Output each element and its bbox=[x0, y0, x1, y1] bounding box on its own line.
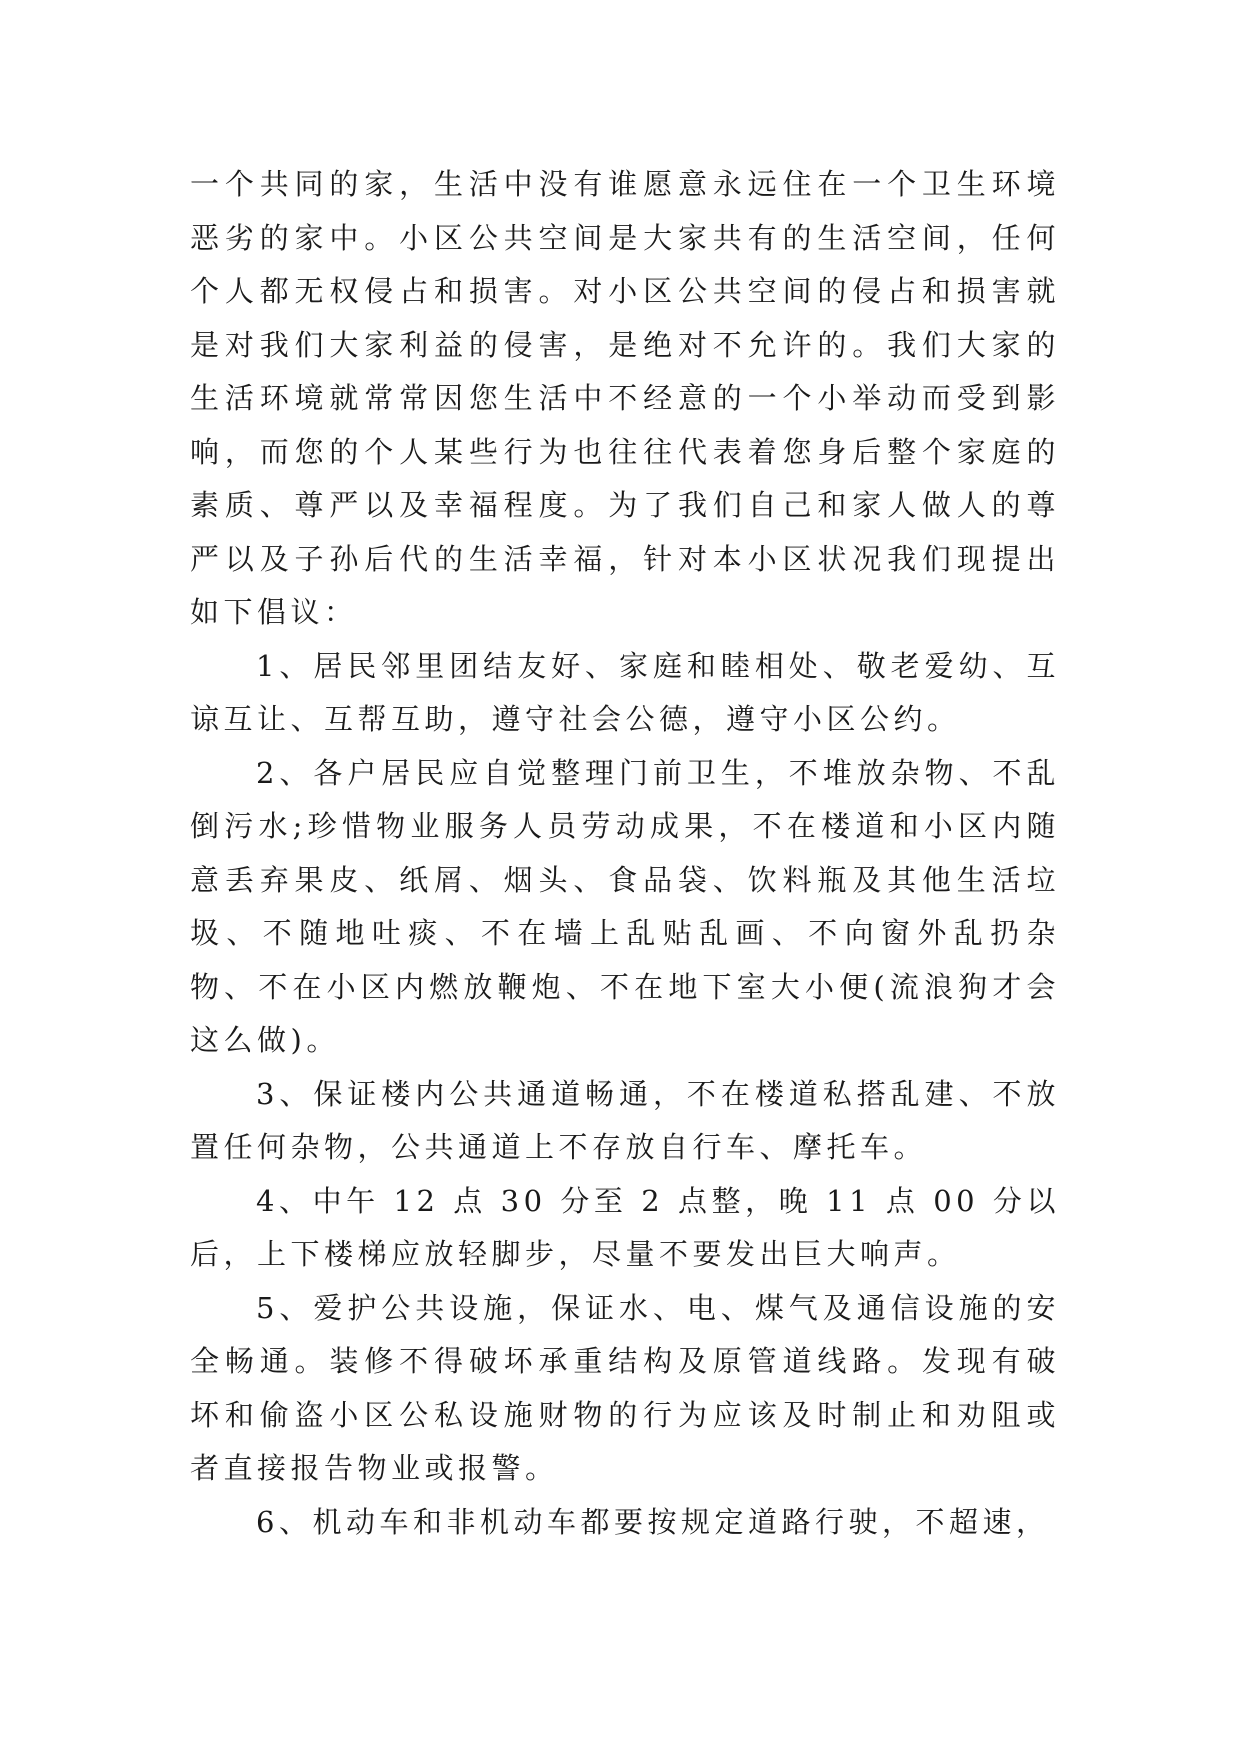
paragraph-item-5: 5、爱护公共设施，保证水、电、煤气及通信设施的安全畅通。装修不得破坏承重结构及原管道线路。发现有破坏和偷盗小区公私设施财物的行为应该及时制止和劝阻或者直接报告物业或报警。 bbox=[190, 1290, 1060, 1485]
paragraph-item-2: 2、各户居民应自觉整理门前卫生，不堆放杂物、不乱倒污水;珍惜物业服务人员劳动成果，不在楼道和小区内随意丢弃果皮、纸屑、烟头、食品袋、饮料瓶及其他生活垃圾、不随地吐痰、不在墙上乱贴乱画、不向窗外乱扔杂物、不在小区内燃放鞭炮、不在地下室大小便(流浪狗才会这么做)。 bbox=[190, 755, 1060, 1057]
document-body bbox=[190, 158, 1060, 1549]
paragraph-item-6: 6、机动车和非机动车都要按规定道路行驶，不超速， bbox=[256, 1504, 1050, 1539]
paragraph-item-1: 1、居民邻里团结友好、家庭和睦相处、敬老爱幼、互谅互让、互帮互助，遵守社会公德，遵守小区公约。 bbox=[190, 648, 1060, 736]
paragraph-item-3: 3、保证楼内公共通道畅通，不在楼道私搭乱建、不放置任何杂物，公共通道上不存放自行车、摩托车。 bbox=[190, 1076, 1060, 1164]
paragraph-item-4: 4、中午 12 点 30 分至 2 点整，晚 11 点 00 分以后，上下楼梯应放轻脚步，尽量不要发出巨大响声。 bbox=[190, 1183, 1060, 1271]
paragraph-intro: 一个共同的家，生活中没有谁愿意永远住在一个卫生环境恶劣的家中。小区公共空间是大家共有的生活空间，任何个人都无权侵占和损害。对小区公共空间的侵占和损害就是对我们大家利益的侵害，是绝对不允许的。我们大家的生活环境就常常因您生活中不经意的一个小举动而受到影响，而您的个人某些行为也往往代表着您身后整个家庭的素质、尊严以及幸福程度。为了我们自己和家人做人的尊严以及子孙后代的生活幸福，针对本小区状况我们现提出如下倡议： bbox=[190, 167, 1060, 629]
